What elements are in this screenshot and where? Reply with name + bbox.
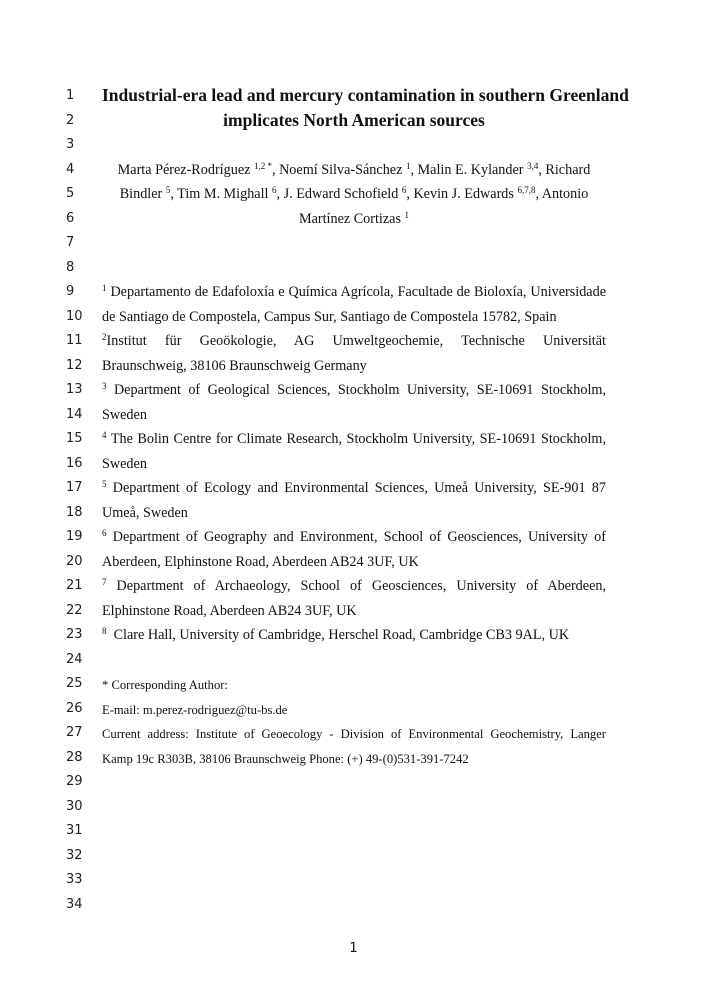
line-number: 17 [66,480,83,495]
line-number: 19 [66,529,83,544]
line-number: 7 [66,235,75,250]
line-number: 21 [66,578,83,593]
line-number: 5 [66,186,75,201]
line-number: 12 [66,358,83,373]
affiliation-5: $^5$ Department of Ecology and Environmental Sciences, Umeå University, SE-901 87 [102,479,606,496]
line-number: 25 [66,676,83,691]
current-address-line-2: Kamp 19c R303B, 38106 Braunschweig Phone: (+) 49-(0)531-391-7242 [102,752,469,766]
authors-line-1: Marta Pérez-Rodríguez $^{1,2 *}$, Noemí Silva-Sánchez $^1$, Malin E. Kylander $^{3,4}$, Richard [117,161,591,178]
line-number: 31 [66,823,83,838]
affiliation-5-cont: Umeå, Sweden [102,505,188,521]
line-number: 10 [66,309,83,324]
authors-line-2: Bindler $^5$, Tim M. Mighall $^6$, J. Edward Schofield $^6$, Kevin J. Edwards $^{6,7,8}$, Antonio [119,185,589,202]
line-number: 9 [66,284,75,299]
affiliation-4-cont: Sweden [102,456,147,472]
line-number: 29 [66,774,83,789]
line-number: 4 [66,162,75,177]
current-address-line-1: Current address: Institute of Geoecology - Division of Environmental Geochemistry, Langer [102,727,606,741]
line-number: 20 [66,554,83,569]
line-number: 16 [66,456,83,471]
line-number: 6 [66,211,75,226]
affiliation-7-cont: Elphinstone Road, Aberdeen AB24 3UF, UK [102,603,357,619]
line-number: 34 [66,897,83,912]
affiliation-3: $^3$ Department of Geological Sciences, Stockholm University, SE-10691 Stockholm, [102,381,606,398]
line-number: 23 [66,627,83,642]
line-number: 14 [66,407,83,422]
line-number: 3 [66,137,75,152]
affiliation-6: $^6$ Department of Geography and Environment, School of Geosciences, University of [102,528,606,545]
line-number: 32 [66,848,83,863]
line-number: 27 [66,725,83,740]
affiliation-8: $^8$ Clare Hall, University of Cambridge, Herschel Road, Cambridge CB3 9AL, UK [102,626,570,643]
affiliation-7: $^7$ Department of Archaeology, School of Geosciences, University of Aberdeen, [102,577,607,594]
affiliation-2-cont: Braunschweig, 38106 Braunschweig Germany [102,358,367,374]
affiliation-1-cont: de Santiago de Compostela, Campus Sur, Santiago de Compostela 15782, Spain [102,309,557,325]
line-number: 22 [66,603,83,618]
corresponding-email: E-mail: m.perez-rodriguez@tu-bs.de [102,703,288,717]
line-number: 8 [66,260,75,275]
line-number: 11 [66,333,83,348]
line-number: 13 [66,382,83,397]
paper-title-line-2: implicates North American sources [223,110,485,130]
authors-line-3: Martínez Cortizas $^1$ [298,210,410,227]
line-number: 33 [66,872,83,887]
affiliation-4: $^4$ The Bolin Centre for Climate Research, Stockholm University, SE-10691 Stockholm, [102,430,607,447]
line-number: 1 [66,88,75,103]
affiliation-1: $^1$ Departamento de Edafoloxía e Química Agrícola, Facultade de Bioloxía, Universidade [102,283,606,300]
paper-title-line-1: Industrial-era lead and mercury contamination in southern Greenland [102,85,629,105]
line-number: 15 [66,431,83,446]
line-number: 26 [66,701,83,716]
line-number: 2 [66,113,75,128]
affiliation-6-cont: Aberdeen, Elphinstone Road, Aberdeen AB24 3UF, UK [102,554,419,570]
line-number: 30 [66,799,83,814]
affiliation-3-cont: Sweden [102,407,147,423]
corresponding-author-label: * Corresponding Author: [102,678,228,692]
page-number: 1 [349,941,358,956]
line-number: 24 [66,652,83,667]
line-number: 18 [66,505,83,520]
affiliation-2: $^2$Institut für Geoökologie, AG Umweltgeochemie, Technische Universität [102,332,606,349]
line-number: 28 [66,750,83,765]
